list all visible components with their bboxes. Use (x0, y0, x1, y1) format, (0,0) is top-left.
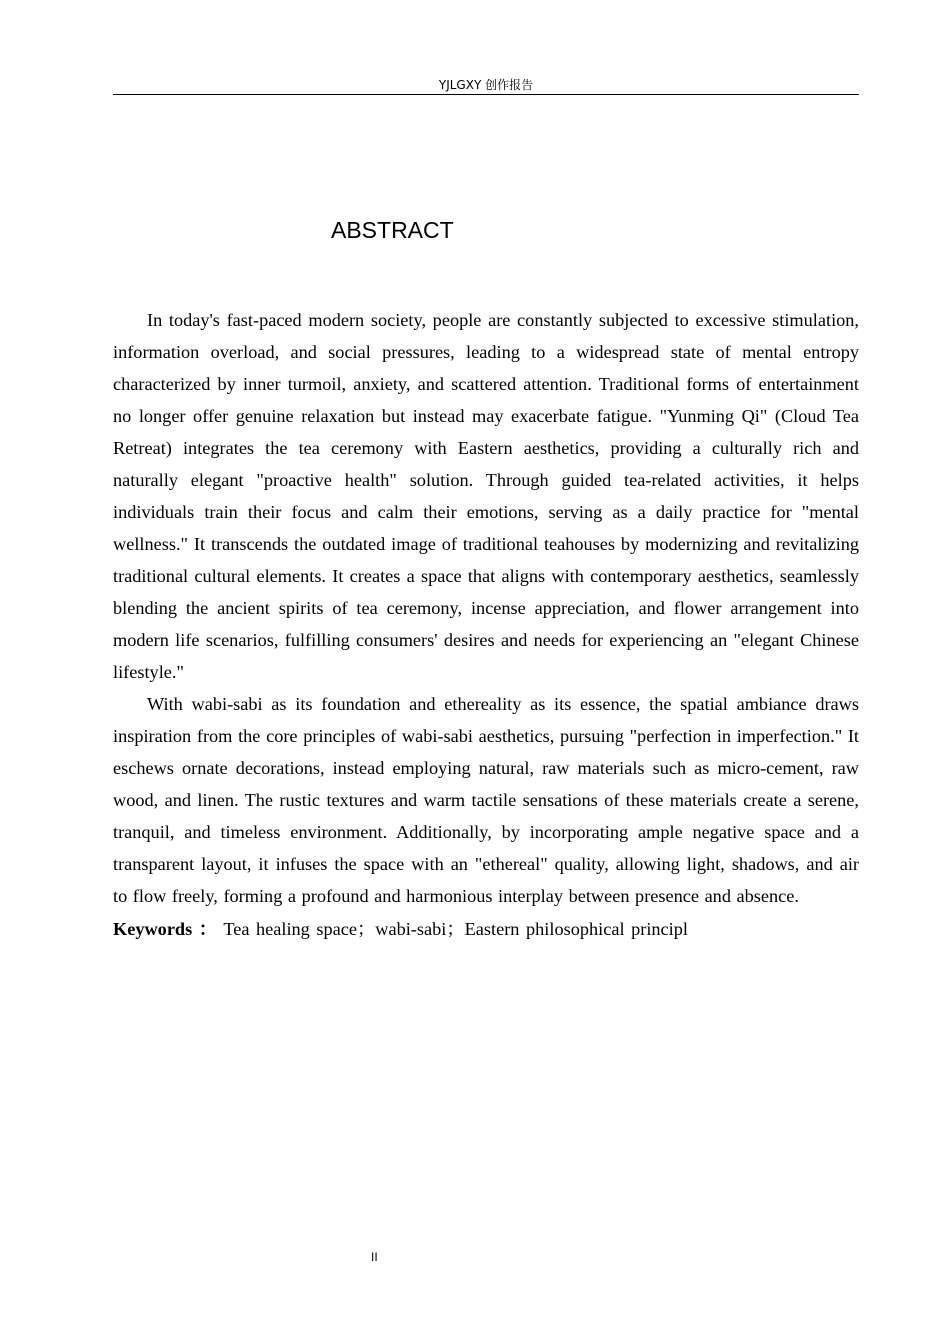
abstract-title: ABSTRACT (331, 217, 454, 243)
header-text: YJLGXY 创作报告 (438, 78, 534, 92)
page-number: II (371, 1250, 378, 1264)
abstract-paragraph-1: In today's fast-paced modern society, people are constantly subjected to excessive stimulation, information overload, and social pressures, leading to a widespread state of mental entropy characterized by inner turmoil, anxiety, and scattered attention. Traditional forms of entertainment no longer offer genuine relaxation but instead may exacerbate fatigue. "Yunming Qi" (Cloud Tea Retreat) integrates the tea ceremony with Eastern aesthetics, providing a culturally rich and naturally elegant "proactive health" solution. Through guided tea-related activities, it helps individuals train their focus and calm their emotions, serving as a daily practice for "mental wellness." It transcends the outdated image of traditional teahouses by modernizing and revitalizing traditional cultural elements. It creates a space that aligns with contemporary aesthetics, seamlessly blending the ancient spirits of tea ceremony, incense appreciation, and flower arrangement into modern life scenarios, fulfilling consumers' desires and needs for experiencing an "elegant Chinese lifestyle." (113, 310, 859, 682)
keywords-label: Keywords ： (113, 919, 218, 939)
keywords-text: Tea healing space；wabi-sabi；Eastern philosophical principl (223, 919, 688, 939)
page-header (113, 76, 859, 95)
abstract-body (113, 304, 859, 945)
abstract-paragraph-2: With wabi-sabi as its foundation and ethereality as its essence, the spatial ambiance draws inspiration from the core principles of wabi-sabi aesthetics, pursuing "perfection in imperfection." It eschews ornate decorations, instead employing natural, raw materials such as micro-cement, raw wood, and linen. The rustic textures and warm tactile sensations of these materials create a serene, tranquil, and timeless environment. Additionally, by incorporating ample negative space and a transparent layout, it infuses the space with an "ethereal" quality, allowing light, shadows, and air to flow freely, forming a profound and harmonious interplay between presence and absence. (113, 694, 859, 906)
keywords-line (113, 912, 859, 945)
